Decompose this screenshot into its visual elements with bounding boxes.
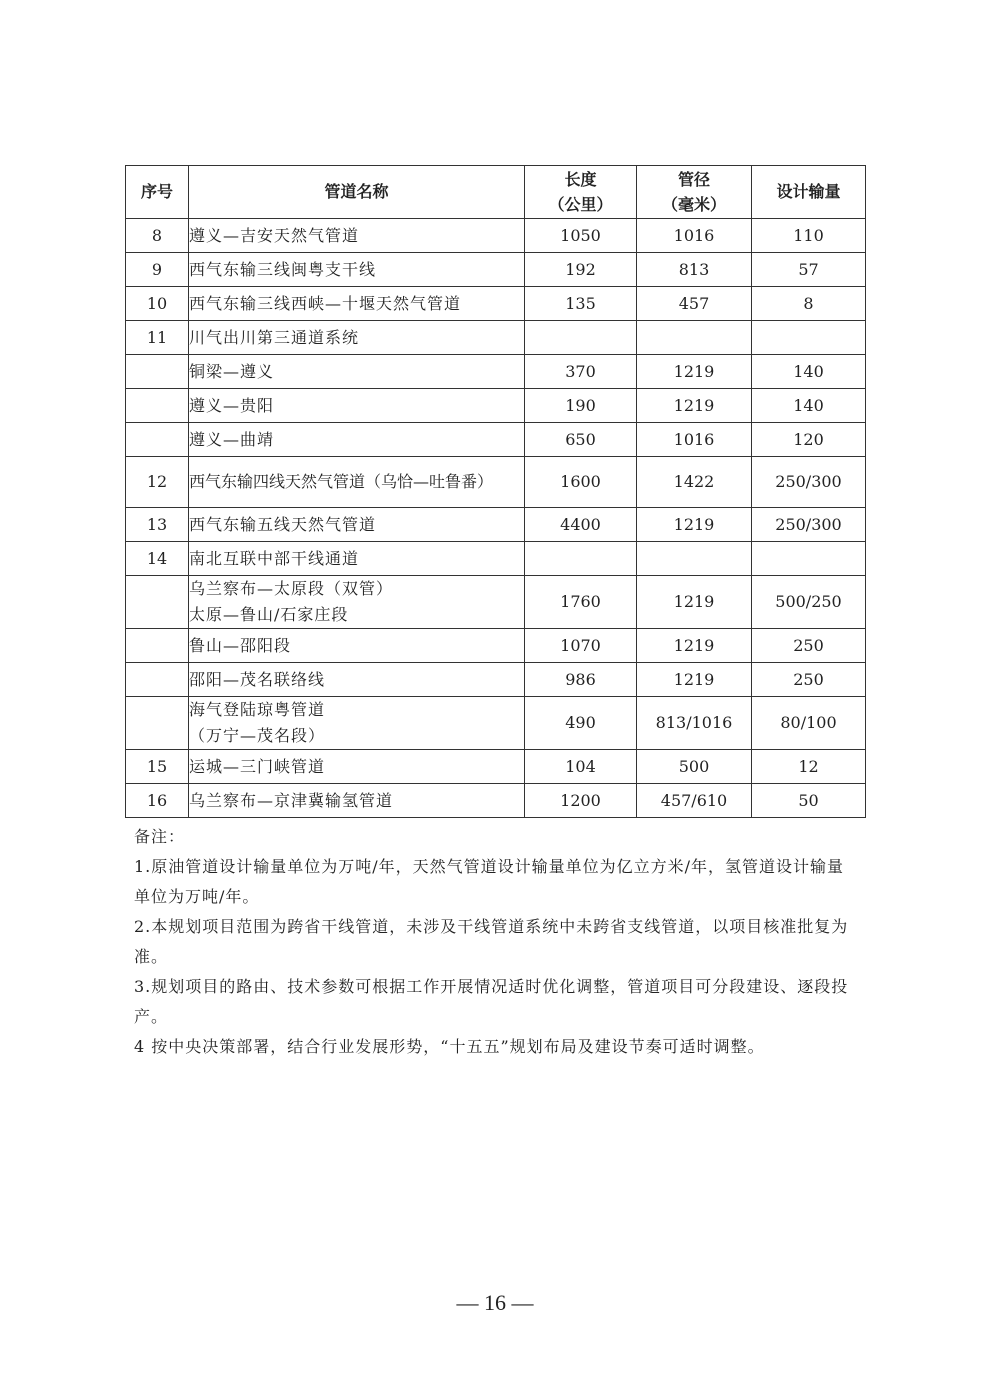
cell-seq: 12: [126, 457, 189, 508]
cell-capacity: 250/300: [752, 508, 866, 542]
cell-seq: 11: [126, 321, 189, 355]
cell-length: 104: [525, 750, 637, 784]
table-row: [126, 542, 866, 576]
cell-name: 鲁山—邵阳段: [189, 629, 525, 663]
cell-seq: 14: [126, 542, 189, 576]
cell-diameter: 1016: [637, 219, 752, 253]
cell-capacity: 120: [752, 423, 866, 457]
cell-length: 4400: [525, 508, 637, 542]
cell-name: 南北互联中部干线通道: [189, 542, 525, 576]
cell-name-line-1: 海气登陆琼粤管道: [189, 700, 326, 719]
cell-diameter: 1219: [637, 576, 752, 629]
cell-capacity: 140: [752, 355, 866, 389]
cell-name: 铜梁—遵义: [189, 355, 525, 389]
cell-seq: [126, 629, 189, 663]
table-row: [126, 321, 866, 355]
notes-heading: 备注：: [134, 827, 186, 846]
table-header-row: [126, 166, 866, 219]
cell-name: 西气东输三线西峡—十堰天然气管道: [189, 287, 525, 321]
cell-diameter: 813: [637, 253, 752, 287]
cell-name: 川气出川第三通道系统: [189, 321, 525, 355]
cell-diameter: 457/610: [637, 784, 752, 818]
cell-name: 西气东输四线天然气管道（乌恰—吐鲁番）: [189, 457, 525, 508]
cell-name: [189, 576, 525, 629]
cell-capacity: 110: [752, 219, 866, 253]
cell-length: 490: [525, 697, 637, 750]
note-item: 3.规划项目的路由、技术参数可根据工作开展情况适时优化调整，管道项目可分段建设、逐段投产。: [134, 977, 849, 1026]
cell-seq: 9: [126, 253, 189, 287]
cell-name: 邵阳—茂名联络线: [189, 663, 525, 697]
header-name: 管道名称: [189, 166, 525, 219]
cell-name: 运城—三门峡管道: [189, 750, 525, 784]
cell-name-line-2: 太原—鲁山/石家庄段: [189, 605, 349, 624]
cell-length: 1760: [525, 576, 637, 629]
header-length-label: 长度: [564, 170, 597, 189]
header-length-unit: （公里）: [548, 195, 613, 214]
table-row: [126, 750, 866, 784]
header-diameter: [637, 166, 752, 219]
cell-length: 1200: [525, 784, 637, 818]
cell-seq: 16: [126, 784, 189, 818]
cell-diameter: 1219: [637, 389, 752, 423]
cell-capacity: [752, 542, 866, 576]
cell-length: 135: [525, 287, 637, 321]
cell-seq: 10: [126, 287, 189, 321]
cell-diameter: 457: [637, 287, 752, 321]
cell-seq: [126, 389, 189, 423]
cell-capacity: 50: [752, 784, 866, 818]
cell-seq: 15: [126, 750, 189, 784]
cell-diameter: 1219: [637, 663, 752, 697]
header-capacity: 设计输量: [752, 166, 866, 219]
table-row: [126, 697, 866, 750]
header-diameter-label: 管径: [677, 170, 710, 189]
header-seq: 序号: [126, 166, 189, 219]
cell-seq: 13: [126, 508, 189, 542]
cell-capacity: 8: [752, 287, 866, 321]
table-row: [126, 253, 866, 287]
cell-capacity: 250/300: [752, 457, 866, 508]
cell-length: 370: [525, 355, 637, 389]
table-row: [126, 784, 866, 818]
cell-diameter: 1219: [637, 629, 752, 663]
cell-diameter: 1219: [637, 508, 752, 542]
cell-name-line-1: 乌兰察布—太原段（双管）: [189, 579, 394, 598]
cell-diameter: [637, 542, 752, 576]
cell-seq: [126, 697, 189, 750]
cell-length: 1070: [525, 629, 637, 663]
table-row: [126, 629, 866, 663]
cell-name: 遵义—曲靖: [189, 423, 525, 457]
cell-capacity: 500/250: [752, 576, 866, 629]
cell-diameter: 500: [637, 750, 752, 784]
cell-length: 192: [525, 253, 637, 287]
cell-length: 1050: [525, 219, 637, 253]
table-row: [126, 457, 866, 508]
cell-length: [525, 542, 637, 576]
table-row: [126, 287, 866, 321]
table-row: [126, 576, 866, 629]
cell-capacity: 140: [752, 389, 866, 423]
cell-seq: 8: [126, 219, 189, 253]
note-item: 1.原油管道设计输量单位为万吨/年，天然气管道设计输量单位为亿立方米/年，氢管道设计输量单位为万吨/年。: [134, 857, 845, 906]
cell-length: 1600: [525, 457, 637, 508]
table-row: [126, 423, 866, 457]
cell-name: 西气东输五线天然气管道: [189, 508, 525, 542]
cell-name: 遵义—贵阳: [189, 389, 525, 423]
table-row: [126, 355, 866, 389]
cell-capacity: [752, 321, 866, 355]
note-item: 4 按中央决策部署，结合行业发展形势，“十五五”规划布局及建设节奏可适时调整。: [134, 1037, 765, 1056]
cell-diameter: 813/1016: [637, 697, 752, 750]
cell-name: 西气东输三线闽粤支干线: [189, 253, 525, 287]
cell-diameter: [637, 321, 752, 355]
cell-length: 650: [525, 423, 637, 457]
cell-length: 190: [525, 389, 637, 423]
cell-capacity: 12: [752, 750, 866, 784]
cell-seq: [126, 576, 189, 629]
cell-length: 986: [525, 663, 637, 697]
cell-length: [525, 321, 637, 355]
cell-name-line-2: （万宁—茂名段）: [189, 726, 326, 745]
cell-diameter: 1422: [637, 457, 752, 508]
cell-capacity: 57: [752, 253, 866, 287]
table-row: [126, 508, 866, 542]
cell-name: [189, 697, 525, 750]
page-number: — 16 —: [456, 1290, 534, 1315]
header-diameter-unit: （毫米）: [661, 195, 726, 214]
table-row: [126, 219, 866, 253]
notes-section: [134, 822, 859, 1062]
cell-seq: [126, 423, 189, 457]
pipeline-table: [125, 165, 866, 818]
table-row: [126, 389, 866, 423]
cell-name: 遵义—吉安天然气管道: [189, 219, 525, 253]
table-row: [126, 663, 866, 697]
cell-name: 乌兰察布—京津冀输氢管道: [189, 784, 525, 818]
note-item: 2.本规划项目范围为跨省干线管道，未涉及干线管道系统中未跨省支线管道，以项目核准批复为准。: [134, 917, 849, 966]
cell-capacity: 250: [752, 663, 866, 697]
cell-seq: [126, 355, 189, 389]
cell-capacity: 80/100: [752, 697, 866, 750]
cell-capacity: 250: [752, 629, 866, 663]
cell-diameter: 1219: [637, 355, 752, 389]
cell-seq: [126, 663, 189, 697]
cell-diameter: 1016: [637, 423, 752, 457]
header-length: [525, 166, 637, 219]
